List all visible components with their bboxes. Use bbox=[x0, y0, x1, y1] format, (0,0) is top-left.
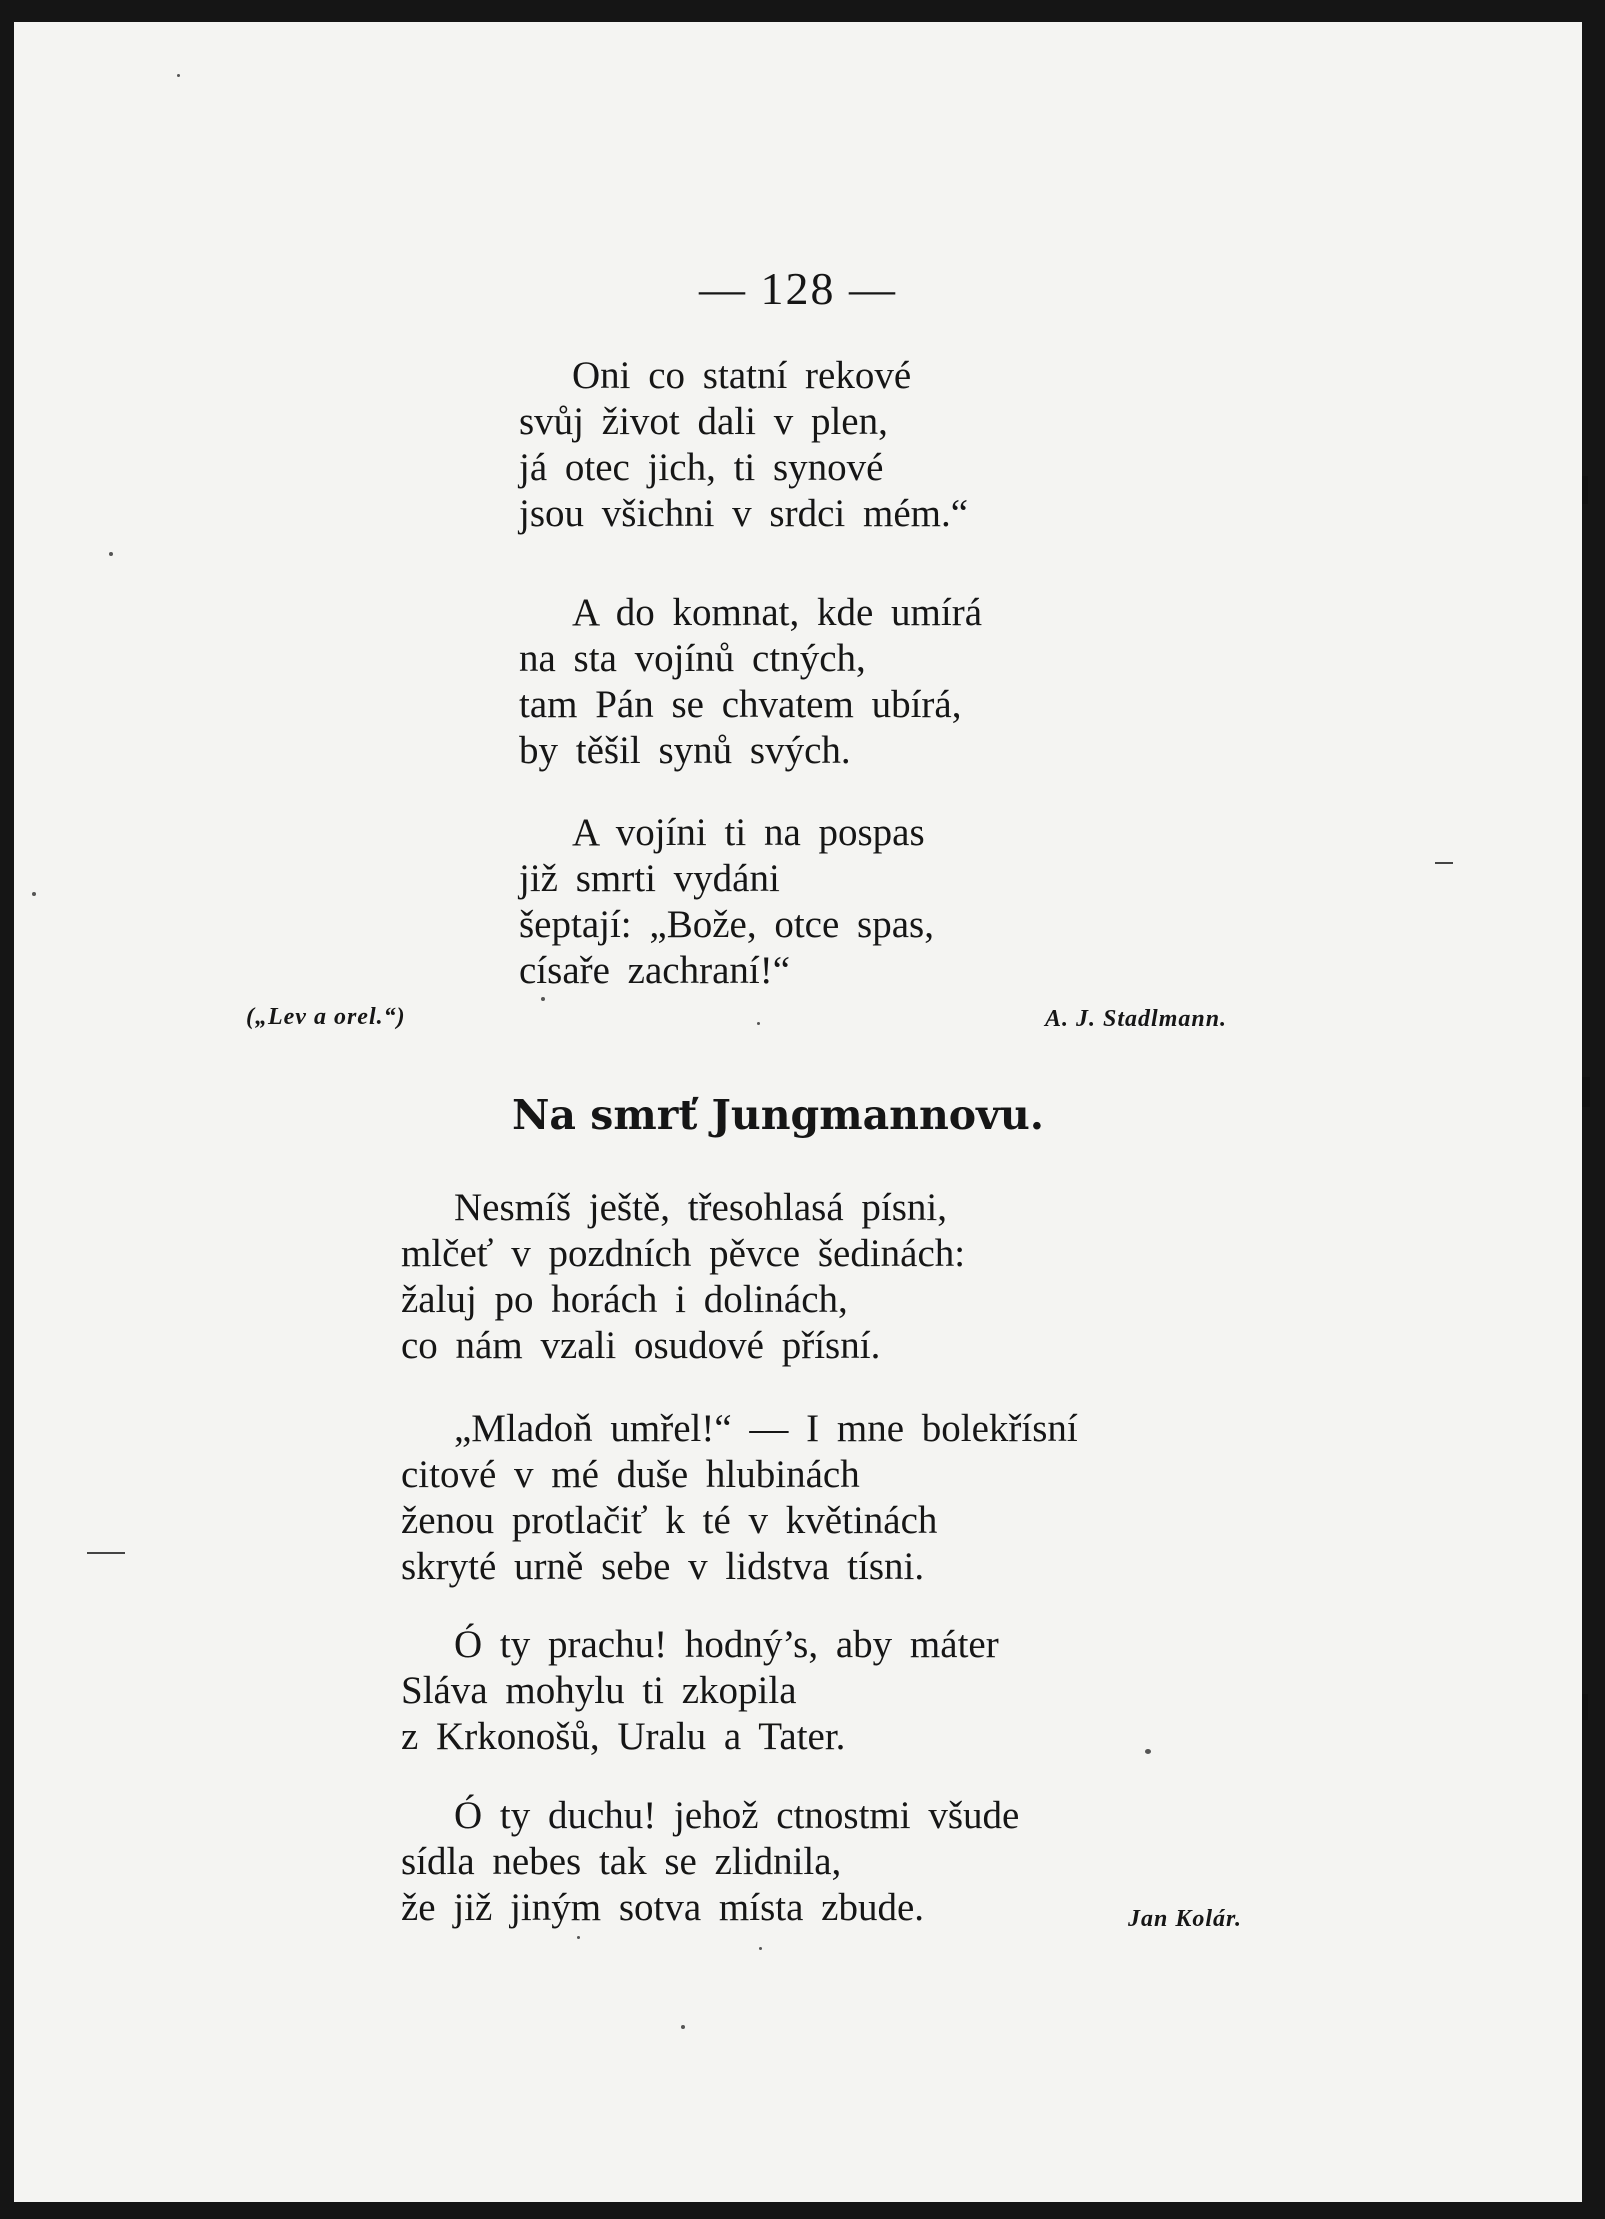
verse-line: šeptají: „Bože, otce spas, bbox=[519, 903, 934, 946]
verse-line: Ó ty duchu! jehož ctnostmi všude bbox=[454, 1794, 1020, 1837]
verse-line: na sta vojínů ctných, bbox=[519, 637, 866, 680]
poem2-stanza-3 bbox=[401, 1622, 999, 1760]
poem1-stanza-2 bbox=[519, 590, 982, 774]
verse-line: sídla nebes tak se zlidnila, bbox=[401, 1840, 842, 1883]
poem2-title: Na smrť Jungmannovu. bbox=[511, 1091, 1045, 1139]
verse-line: by těšil synů svých. bbox=[519, 729, 851, 772]
verse-line: A vojíni ti na pospas bbox=[572, 811, 925, 854]
poem1-source: („Lev a orel.“) bbox=[246, 1004, 406, 1030]
scan-speck bbox=[759, 1947, 762, 1950]
book-page bbox=[14, 22, 1582, 2202]
scan-speck bbox=[32, 892, 36, 896]
verse-line: já otec jich, ti synové bbox=[519, 446, 884, 489]
page-number: — 128 — bbox=[699, 263, 897, 314]
scan-mark bbox=[1582, 1694, 1588, 1720]
verse-line: císaře zachraní!“ bbox=[519, 949, 791, 992]
verse-line: „Mladoň umřel!“ — I mne bolekřísní bbox=[454, 1407, 1078, 1450]
poem1-stanza-3 bbox=[519, 810, 934, 994]
scan-speck bbox=[541, 997, 545, 1001]
poem1-stanza-1 bbox=[519, 353, 968, 537]
verse-line: skryté urně sebe v lidstva tísni. bbox=[401, 1545, 925, 1588]
scan-mark bbox=[1582, 1077, 1590, 1107]
verse-line: Ó ty prachu! hodný’s, aby máter bbox=[454, 1623, 999, 1666]
poem2-stanza-1 bbox=[401, 1185, 965, 1369]
poem2-author: Jan Kolár. bbox=[1128, 1906, 1243, 1932]
verse-line: z Krkonošů, Uralu a Tater. bbox=[401, 1715, 846, 1758]
scan-speck bbox=[577, 1936, 580, 1939]
scan-speck bbox=[757, 1022, 760, 1025]
scan-mark bbox=[1582, 476, 1588, 504]
verse-line: již smrti vydáni bbox=[519, 857, 780, 900]
verse-line: A do komnat, kde umírá bbox=[572, 591, 983, 634]
verse-line: Sláva mohylu ti zkopila bbox=[401, 1669, 797, 1712]
verse-line: co nám vzali osudové přísní. bbox=[401, 1324, 881, 1367]
verse-line: svůj život dali v plen, bbox=[519, 400, 888, 443]
verse-line: mlčeť v pozdních pěvce šedinách: bbox=[401, 1232, 966, 1275]
poem1-author: A. J. Stadlmann. bbox=[1045, 1006, 1228, 1032]
verse-line: ženou protlačiť k té v květinách bbox=[401, 1499, 938, 1542]
scan-speck bbox=[177, 74, 180, 77]
verse-line: Oni co statní rekové bbox=[572, 354, 912, 397]
verse-line: jsou všichni v srdci mém.“ bbox=[519, 492, 969, 535]
poem2-stanza-2 bbox=[401, 1406, 1078, 1590]
verse-line: žaluj po horách i dolinách, bbox=[401, 1278, 848, 1321]
scan-speck bbox=[109, 552, 113, 556]
scan-mark bbox=[1435, 862, 1453, 864]
scan-mark bbox=[87, 1552, 125, 1554]
verse-line: že již jiným sotva místa zbude. bbox=[401, 1886, 925, 1929]
verse-line: citové v mé duše hlubinách bbox=[401, 1453, 860, 1496]
scan-speck bbox=[681, 2025, 685, 2029]
poem2-stanza-4 bbox=[401, 1793, 1019, 1931]
scan-speck bbox=[1145, 1749, 1151, 1754]
verse-line: tam Pán se chvatem ubírá, bbox=[519, 683, 962, 726]
verse-line: Nesmíš ještě, třesohlasá písni, bbox=[454, 1186, 948, 1229]
